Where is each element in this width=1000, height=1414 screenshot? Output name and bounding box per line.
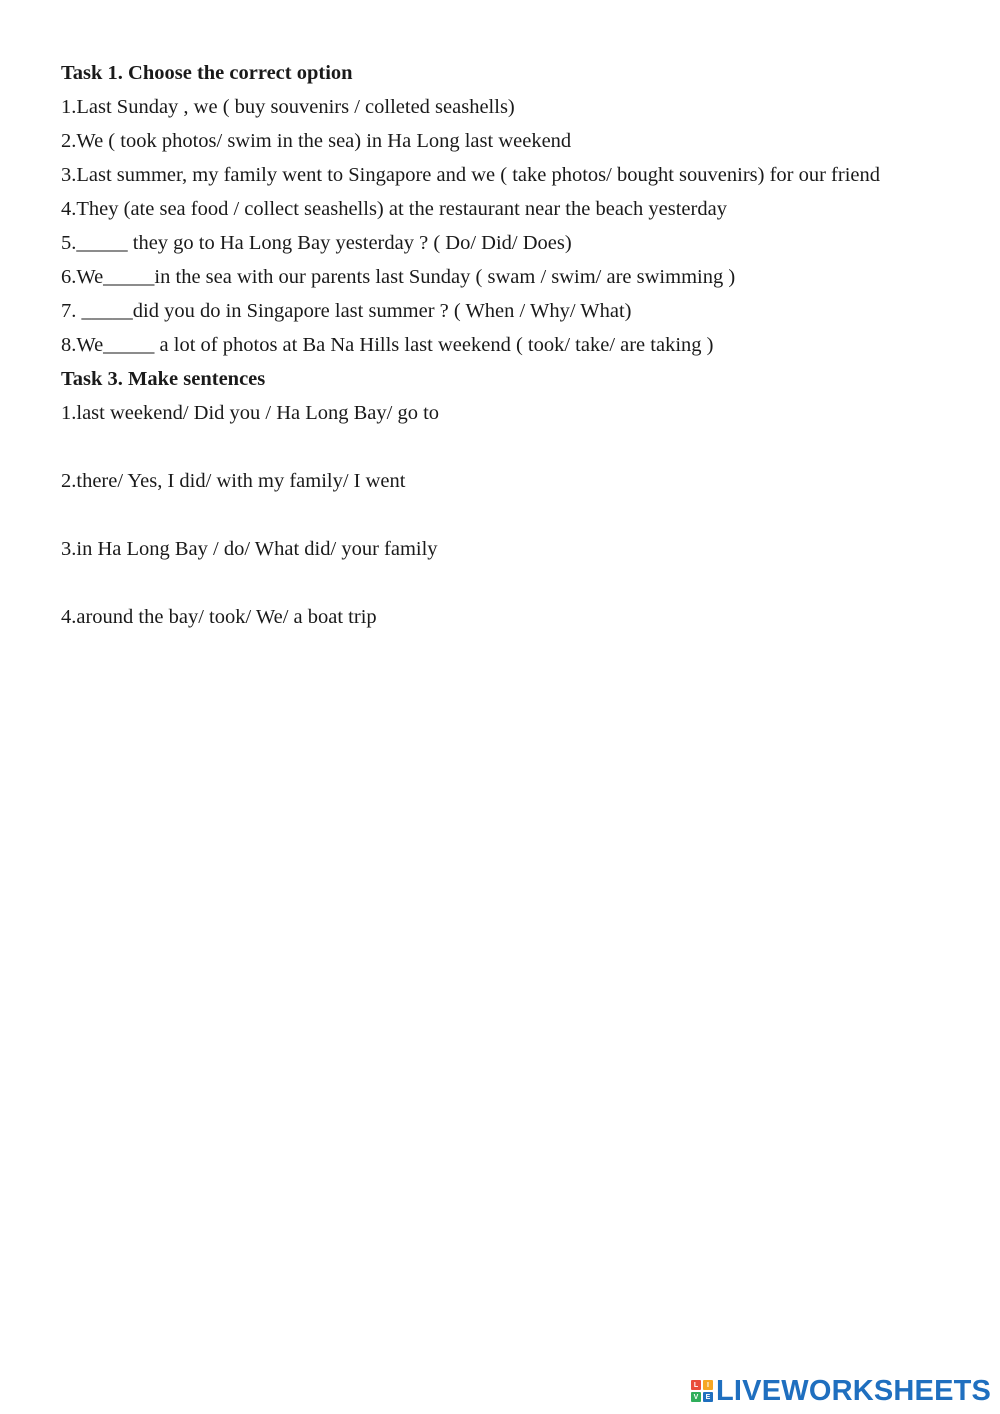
task1-item-2: 2.We ( took photos/ swim in the sea) in Ha Long last weekend: [61, 130, 572, 152]
task3-item-4: 4.around the bay/ took/ We/ a boat trip: [61, 606, 377, 628]
task3-item-1: 1.last weekend/ Did you / Ha Long Bay/ go to: [61, 402, 440, 424]
task3-item-2: 2.there/ Yes, I did/ with my family/ I went: [61, 470, 406, 492]
liveworksheets-logo: [691, 1375, 991, 1407]
task1-item-1: 1.Last Sunday , we ( buy souvenirs / colleted seashells): [61, 96, 515, 118]
task3-heading: Task 3. Make sentences: [61, 368, 266, 390]
liveworksheets-wordmark: LIVEWORKSHEETS: [716, 1375, 992, 1407]
task3-item-3: 3.in Ha Long Bay / do/ What did/ your family: [61, 538, 438, 560]
liveworksheets-mark-icon: [691, 1380, 713, 1402]
logo-mark-cell: V: [691, 1392, 701, 1402]
logo-mark-cell: E: [703, 1392, 713, 1402]
task1-item-3: 3.Last summer, my family went to Singapore and we ( take photos/ bought souvenirs) for our friend: [61, 164, 881, 186]
task1-heading: Task 1. Choose the correct option: [61, 62, 353, 84]
task1-item-5: 5._____ they go to Ha Long Bay yesterday ? ( Do/ Did/ Does): [61, 232, 572, 254]
logo-mark-cell: L: [691, 1380, 701, 1390]
task1-item-6: 6.We_____in the sea with our parents last Sunday ( swam / swim/ are swimming ): [61, 266, 736, 288]
task1-item-4: 4.They (ate sea food / collect seashells) at the restaurant near the beach yesterday: [61, 198, 727, 220]
task1-item-7: 7. _____did you do in Singapore last summer ? ( When / Why/ What): [61, 300, 632, 322]
task1-item-8: 8.We_____ a lot of photos at Ba Na Hills last weekend ( took/ take/ are taking ): [61, 334, 714, 356]
logo-mark-cell: I: [703, 1380, 713, 1390]
